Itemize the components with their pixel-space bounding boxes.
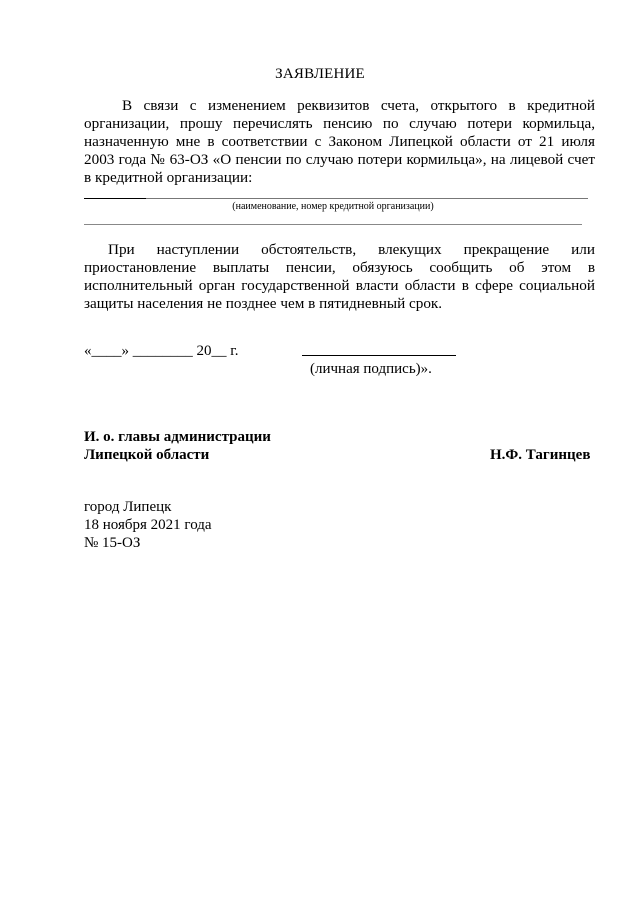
bank-details-line	[146, 198, 588, 199]
signature-caption: (личная подпись)».	[310, 361, 432, 377]
document-footer	[84, 498, 212, 552]
document-title: ЗАЯВЛЕНИЕ	[275, 66, 365, 82]
signatory-position-line-2: Липецкой области	[84, 447, 210, 463]
signatory-position	[84, 428, 271, 464]
statement-paragraph-2: При наступлении обстоятельств, влекущих прекращение или приостановление выплаты пенсии, обязуюсь сообщить об этом в исполнительный орган государственной власти области в сфере социальной защиты населения не позднее чем в пятидневный срок.	[84, 241, 595, 312]
signatory-position-line-1: И. о. главы администрации	[84, 429, 271, 445]
signatory-name: Н.Ф. Тагинцев	[490, 447, 591, 463]
footer-date: 18 ноября 2021 года	[84, 517, 212, 533]
footer-city: город Липецк	[84, 499, 172, 515]
bank-details-line-solid	[84, 198, 146, 199]
bank-details-caption: (наименование, номер кредитной организации)	[232, 201, 434, 212]
date-placeholder: «____» ________ 20__ г.	[84, 343, 239, 359]
signature-line	[302, 355, 456, 356]
bank-details-line-2	[84, 224, 582, 225]
statement-paragraph-1: В связи с изменением реквизитов счета, открытого в кредитной организации, прошу перечислять пенсию по случаю потери кормильца, назначенную мне в соответствии с Законом Липецкой области от 21 июля 2003 года № 63-ОЗ «О пенсии по случаю потери кормильца», на лицевой счет в кредитной организации:	[84, 97, 595, 186]
footer-number: № 15-ОЗ	[84, 535, 141, 551]
